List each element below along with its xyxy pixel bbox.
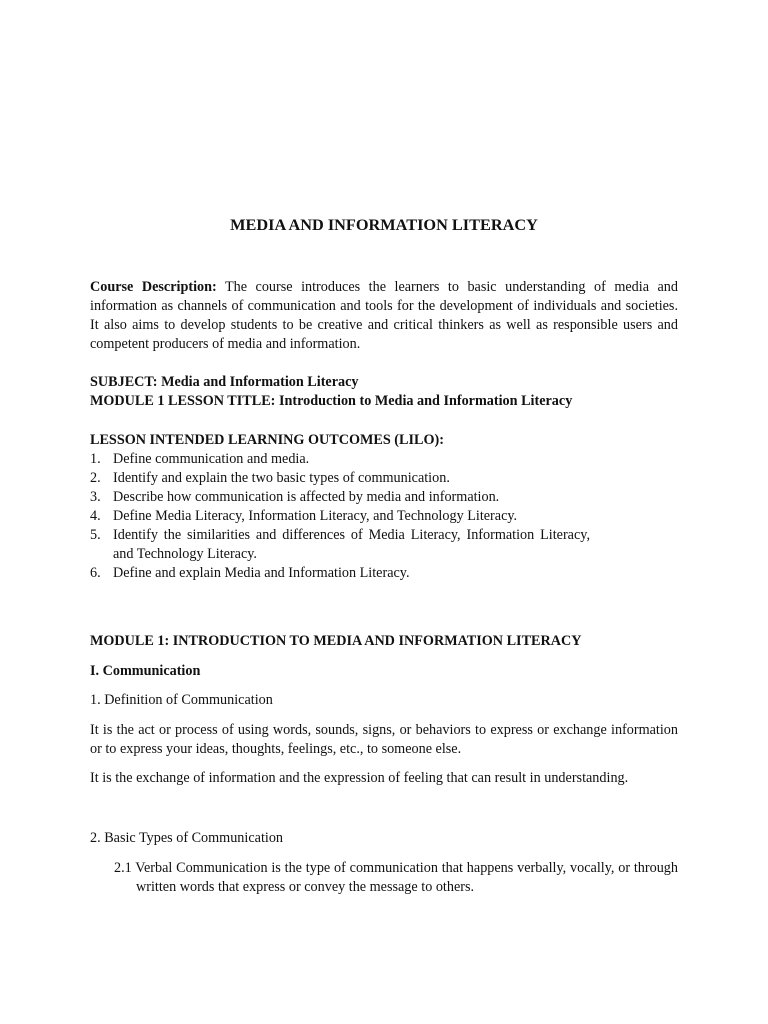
definition-paragraph-1: It is the act or process of using words, sounds, signs, or behaviors to express or exchange information or to express your ideas, thoughts, feelings, etc., to someone else. [90, 722, 678, 757]
subject-line: SUBJECT: Media and Information Literacy [90, 374, 359, 390]
list-item: 4. Define Media Literacy, Information Literacy, and Technology Literacy. [90, 508, 518, 524]
basic-types-heading: 2. Basic Types of Communication [90, 830, 284, 846]
module-lesson-title: MODULE 1 LESSON TITLE: Introduction to Media and Information Literacy [90, 393, 573, 409]
course-description-label: Course Description: [90, 279, 217, 295]
document-title: MEDIA AND INFORMATION LITERACY [230, 215, 538, 234]
verbal-communication-paragraph: 2.1 Verbal Communication is the type of communication that happens verbally, vocally, or through written words that express or convey the message to others. [114, 860, 678, 895]
definition-heading: 1. Definition of Communication [90, 692, 273, 708]
list-item: 5. Identify the similarities and differences of Media Literacy, Information Literacy, and Technology Literacy. [90, 527, 590, 562]
list-item: 1. Define communication and media. [90, 451, 310, 467]
list-item: 3. Describe how communication is affected by media and information. [90, 489, 500, 505]
section-heading: I. Communication [90, 663, 201, 679]
course-description [90, 278, 678, 354]
list-item: 2. Identify and explain the two basic types of communication. [90, 470, 450, 486]
lilo-heading: LESSON INTENDED LEARNING OUTCOMES (LILO): [90, 432, 444, 448]
module-heading: MODULE 1: INTRODUCTION TO MEDIA AND INFORMATION LITERACY [90, 633, 582, 649]
definition-paragraph-2: It is the exchange of information and the expression of feeling that can result in understanding. [90, 770, 629, 786]
course-description-text: The course introduces the learners to basic understanding of media and information as channels of communication and tools for the development of individuals and societies. It also aims to develop students to be creative and critical thinkers as well as responsible users and competent producers of media and information. [90, 279, 678, 352]
list-item: 6. Define and explain Media and Information Literacy. [90, 565, 410, 581]
lilo-list [90, 450, 590, 583]
